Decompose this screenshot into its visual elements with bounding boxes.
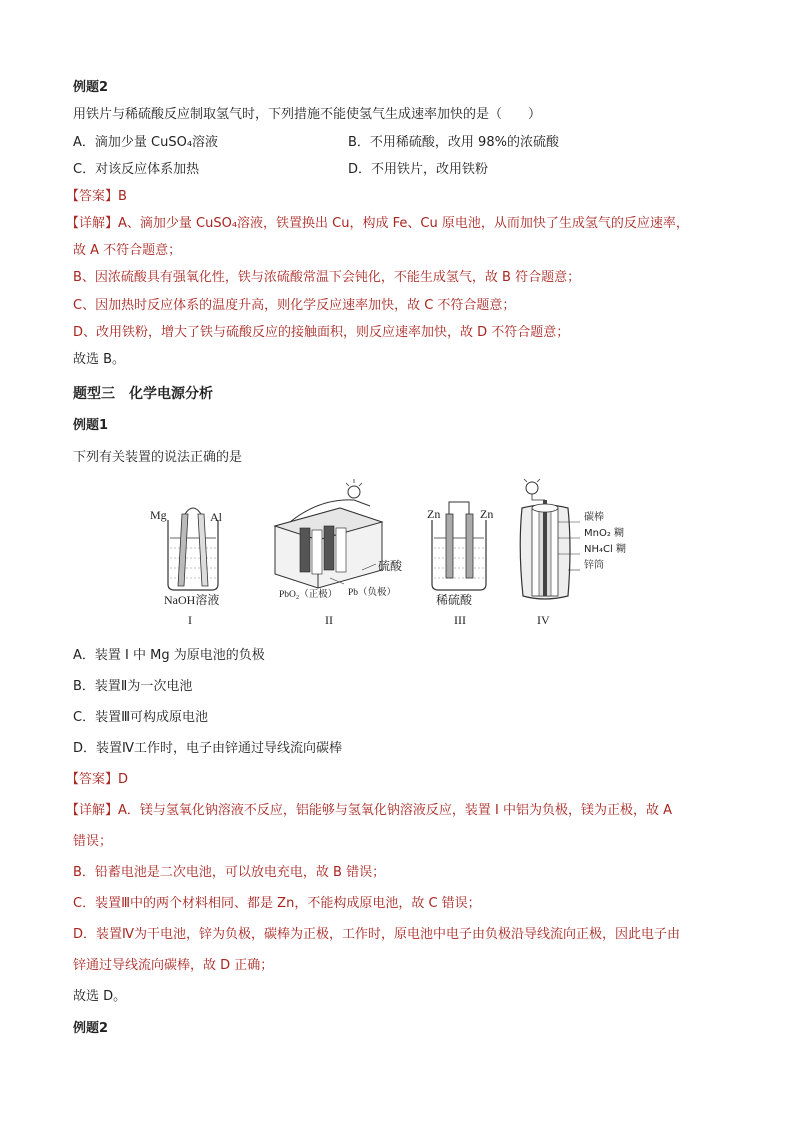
option-b: B．不用稀硫酸，改用 98%的浓硫酸 xyxy=(348,135,559,150)
conclusion: 故选 B。 xyxy=(73,352,126,367)
detail-line: B、因浓硫酸具有强氧化性，铁与浓硫酸常温下会钝化，不能生成氢气，故 B 符合题意； xyxy=(73,270,581,285)
device-1-mg-al-cell xyxy=(150,508,223,627)
option-a: A．滴加少量 CuSO₄溶液 xyxy=(73,135,219,150)
negative-plate-label: Pb（负极） xyxy=(348,588,397,598)
option-b: B．装置Ⅱ为一次电池 xyxy=(73,679,193,694)
detail-text: A．镁与氢氧化钠溶液不反应，铝能够与氢氧化钠溶液反应，装置 I 中铝为负极，镁为正极，故 A xyxy=(118,803,673,818)
example-label: 例题1 xyxy=(73,418,109,433)
acid-label: 硫酸 xyxy=(378,559,403,573)
electrode-label-al: Al xyxy=(210,510,222,524)
solution-label: NaOH溶液 xyxy=(164,593,220,607)
device-3-zn-zn-cell xyxy=(427,502,493,627)
electrode-label-zn-left: Zn xyxy=(427,507,441,521)
battery-devices-figure xyxy=(140,478,580,630)
section-title: 题型三 化学电源分析 xyxy=(73,386,213,402)
detail-tag: 【详解】 xyxy=(66,803,119,818)
detail-tag: 【详解】 xyxy=(66,216,119,231)
label-nh4cl-paste: NH₄Cl 糊 xyxy=(584,544,626,555)
detail-line: C．装置Ⅲ中的两个材料相同、都是 Zn，不能构成原电池，故 C 错误； xyxy=(73,896,481,911)
option-a: A．装置 I 中 Mg 为原电池的负极 xyxy=(73,648,265,663)
device-2-lead-acid-battery xyxy=(275,479,403,627)
solution-label: 稀硫酸 xyxy=(436,593,473,607)
device-roman-2: II xyxy=(325,613,333,627)
answer-tag: 【答案】 xyxy=(66,772,119,787)
example-label: 例题2 xyxy=(73,80,109,95)
answer-line xyxy=(66,187,127,207)
answer-tag: 【答案】 xyxy=(66,189,119,204)
detail-line: 错误； xyxy=(73,834,113,849)
lightbulb-icon xyxy=(348,486,360,498)
label-zinc-can: 锌筒 xyxy=(584,560,604,571)
device-roman-3: III xyxy=(454,613,466,627)
detail-line: C、因加热时反应体系的温度升高，则化学反应速率加快，故 C 不符合题意； xyxy=(73,298,516,313)
detail-line xyxy=(66,214,689,234)
option-c: C．对该反应体系加热 xyxy=(73,162,200,177)
example-label: 例题2 xyxy=(73,1021,109,1036)
label-carbon-rod: 碳棒 xyxy=(584,512,604,523)
positive-plate-label: PbO₂（正极） xyxy=(279,590,338,600)
detail-line: 故 A 不符合题意； xyxy=(73,243,182,258)
detail-line: 锌通过导线流向碳棒，故 D 正确； xyxy=(73,958,274,973)
answer-value: B xyxy=(118,189,127,204)
question-stem: 用铁片与稀硫酸反应制取氢气时，下列措施不能使氢气生成速率加快的是（ ） xyxy=(73,107,542,122)
question-stem: 下列有关装置的说法正确的是 xyxy=(73,450,243,465)
label-mno2-paste: MnO₂ 糊 xyxy=(584,528,625,539)
device-roman-4: IV xyxy=(537,613,550,627)
option-c: C．装置Ⅲ可构成原电池 xyxy=(73,710,209,725)
electrode-label-mg: Mg xyxy=(150,508,167,522)
option-d: D．不用铁片，改用铁粉 xyxy=(348,162,489,177)
lightbulb-icon xyxy=(526,482,538,494)
conclusion: 故选 D。 xyxy=(73,989,127,1004)
electrode-label-zn-right: Zn xyxy=(480,507,494,521)
detail-line: D．装置Ⅳ为干电池，锌为负极，碳棒为正极，工作时，原电池中电子由负极沿导线流向正极，因此电子由 xyxy=(73,927,681,942)
detail-text: A、滴加少量 CuSO₄溶液，铁置换出 Cu，构成 Fe、Cu 原电池，从而加快了生成氢气的反应速率， xyxy=(118,216,689,231)
detail-line: D、改用铁粉，增大了铁与硫酸反应的接触面积，则反应速率加快，故 D 不符合题意； xyxy=(73,325,570,340)
detail-line xyxy=(66,801,672,821)
device-4-dry-cell xyxy=(520,479,580,627)
detail-line: B．铅蓄电池是二次电池，可以放电充电，故 B 错误； xyxy=(73,865,386,880)
answer-line xyxy=(66,770,128,790)
device-roman-1: I xyxy=(188,613,192,627)
answer-value: D xyxy=(118,772,129,787)
option-d: D．装置Ⅳ工作时，电子由锌通过导线流向碳棒 xyxy=(73,741,343,756)
